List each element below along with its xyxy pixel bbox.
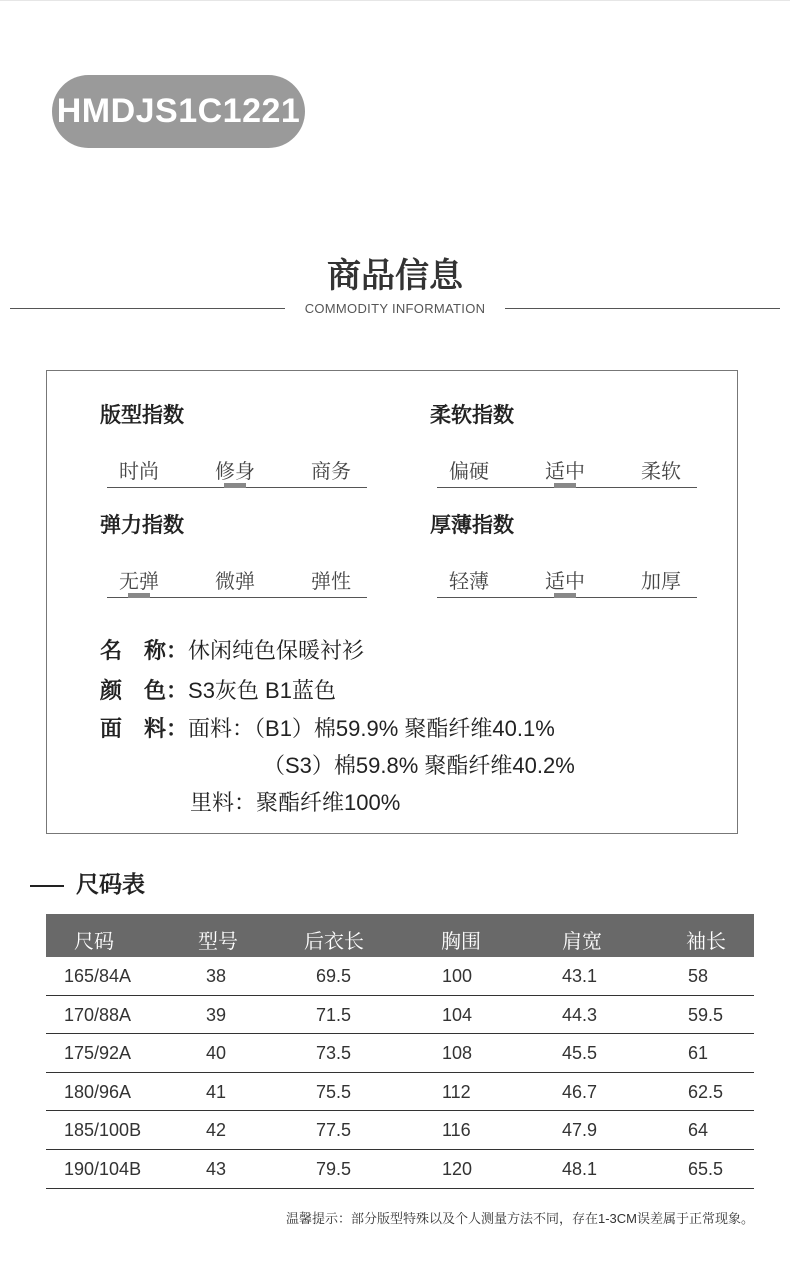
- table-cell: 43: [206, 1158, 227, 1179]
- index-option: 柔软: [641, 461, 681, 483]
- index-scale: [107, 447, 367, 488]
- section-subtitle: COMMODITY INFORMATION: [304, 301, 486, 316]
- table-cell: 116: [442, 1120, 471, 1141]
- table-cell: 42: [206, 1120, 227, 1141]
- section-title: 商品信息: [327, 257, 463, 295]
- table-row: [46, 1073, 754, 1112]
- table-cell: 59.5: [688, 1004, 724, 1025]
- index-marker: [554, 593, 576, 598]
- table-cell: 170/88A: [64, 1004, 132, 1025]
- fabric-row: [100, 712, 555, 743]
- measurement-note: 温馨提示：部分版型特殊以及个人测量方法不同，存在1-3CM误差属于正常现象。: [285, 1211, 754, 1226]
- name-label: 名 称：: [100, 638, 189, 663]
- name-row: [100, 634, 364, 665]
- index-title: 柔软指数: [430, 404, 514, 427]
- fabric-line-1: 面料：（B1）棉59.9% 聚酯纤维40.1%: [188, 716, 555, 741]
- table-cell: 48.1: [562, 1158, 598, 1179]
- table-row: [46, 1150, 754, 1189]
- size-table-body: [46, 957, 754, 1189]
- table-cell: 65.5: [688, 1158, 724, 1179]
- index-marker: [128, 593, 150, 598]
- index-title: 厚薄指数: [430, 514, 514, 537]
- table-cell: 47.9: [562, 1120, 598, 1141]
- table-cell: 46.7: [562, 1081, 598, 1102]
- size-chart-heading: [30, 866, 145, 899]
- table-cell: 75.5: [316, 1081, 352, 1102]
- index-option: 适中: [545, 571, 585, 593]
- color-row: [100, 674, 336, 705]
- index-option: 加厚: [641, 571, 681, 593]
- table-cell: 58: [688, 966, 709, 986]
- index-title: 弹力指数: [100, 514, 184, 537]
- table-cell: 40: [206, 1043, 227, 1064]
- size-chart-title: 尺码表: [76, 871, 145, 897]
- table-row: [46, 996, 754, 1035]
- table-row: [46, 1034, 754, 1073]
- fabric-line-2: （S3）棉59.8% 聚酯纤维40.2%: [263, 753, 575, 778]
- table-cell: 69.5: [316, 966, 352, 986]
- index-option: 时尚: [119, 461, 159, 483]
- lining-row: 里料：聚酯纤维100%: [190, 790, 401, 815]
- index-scale: [437, 447, 697, 488]
- table-cell: 44.3: [562, 1004, 598, 1025]
- header-cell: 型号: [198, 931, 238, 953]
- index-scale: [107, 557, 367, 598]
- index-option: 弹性: [311, 571, 351, 593]
- index-option: 轻薄: [449, 571, 489, 593]
- index-option: 商务: [311, 461, 351, 483]
- table-cell: 108: [442, 1043, 473, 1064]
- table-cell: 62.5: [688, 1081, 724, 1102]
- index-title: 版型指数: [100, 404, 184, 427]
- table-cell: 39: [206, 1004, 227, 1025]
- color-value: S3灰色 B1蓝色: [188, 678, 336, 703]
- table-cell: 165/84A: [64, 966, 132, 986]
- header-cell: 尺码: [74, 931, 114, 953]
- table-cell: 120: [442, 1158, 473, 1179]
- table-row: [46, 957, 754, 996]
- table-cell: 43.1: [562, 966, 598, 986]
- fabric-label: 面 料：: [100, 716, 189, 741]
- index-option: 偏硬: [449, 461, 489, 483]
- table-cell: 104: [442, 1004, 473, 1025]
- index-scale: [437, 557, 697, 598]
- size-table: [46, 914, 754, 1189]
- index-option: 微弹: [215, 571, 255, 593]
- index-marker: [224, 483, 246, 488]
- table-cell: 71.5: [316, 1004, 352, 1025]
- size-table-header: [46, 914, 754, 957]
- header-cell: 后衣长: [304, 931, 364, 953]
- index-option: 适中: [545, 461, 585, 483]
- table-cell: 185/100B: [64, 1120, 142, 1141]
- index-option: 修身: [215, 461, 255, 483]
- header-cell: 袖长: [686, 931, 726, 953]
- table-cell: 45.5: [562, 1043, 598, 1064]
- table-cell: 180/96A: [64, 1081, 132, 1102]
- index-option: 无弹: [119, 571, 159, 593]
- table-cell: 190/104B: [64, 1158, 142, 1179]
- heading-dash: [30, 885, 64, 887]
- sku-badge: HMDJS1C1221: [52, 75, 305, 148]
- index-marker: [554, 483, 576, 488]
- top-divider: [0, 0, 790, 1]
- table-cell: 64: [688, 1120, 709, 1141]
- table-cell: 73.5: [316, 1043, 352, 1064]
- color-label: 颜 色：: [100, 678, 189, 703]
- table-cell: 100: [442, 966, 473, 986]
- table-cell: 77.5: [316, 1120, 352, 1141]
- header-cell: 胸围: [441, 931, 481, 953]
- product-info-box: [46, 370, 738, 834]
- table-cell: 112: [442, 1081, 471, 1102]
- name-value: 休闲纯色保暖衬衫: [188, 638, 365, 663]
- table-cell: 61: [688, 1043, 709, 1064]
- table-cell: 175/92A: [64, 1043, 132, 1064]
- table-cell: 38: [206, 966, 227, 986]
- table-cell: 41: [206, 1081, 227, 1102]
- table-row: [46, 1111, 754, 1150]
- table-cell: 79.5: [316, 1158, 352, 1179]
- header-cell: 肩宽: [562, 931, 602, 953]
